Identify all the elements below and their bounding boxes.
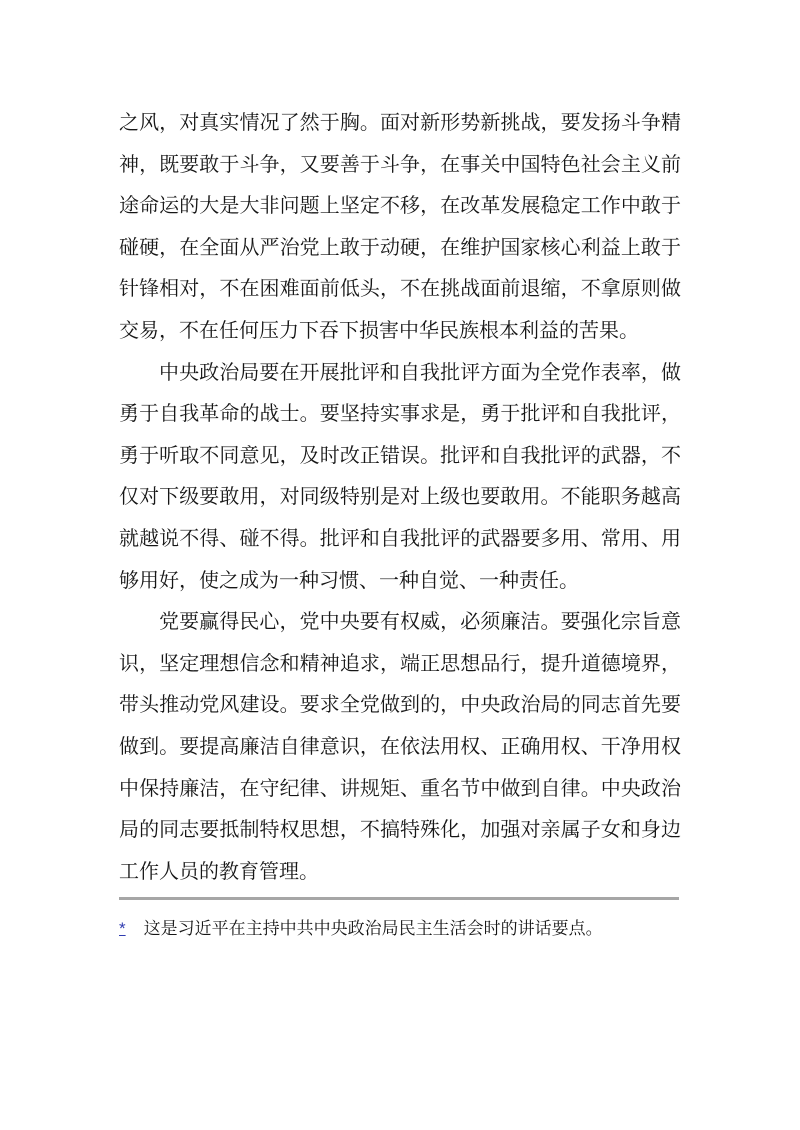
body-paragraph-2: 中央政治局要在开展批评和自我批评方面为全党作表率，做勇于自我革命的战士。要坚持实事求是，勇于批评和自我批评，勇于听取不同意见，及时改正错误。批评和自我批评的武器，不仅对下级要敢用，对同级特别是对上级也要敢用。不能职务越高就越说不得、碰不得。批评和自我批评的武器要多用、常用、用够用好，使之成为一种习惯、一种自觉、一种责任。 (119, 361, 681, 592)
document-body (119, 103, 681, 893)
body-paragraph-3: 党要赢得民心，党中央要有权威，必须廉洁。要强化宗旨意识，坚定理想信念和精神追求，端正思想品行，提升道德境界，带头推动党风建设。要求全党做到的，中央政治局的同志首先要做到。要提高廉洁自律意识，在依法用权、正确用权、干净用权中保持廉洁，在守纪律、讲规矩、重名节中做到自律。中央政治局的同志要抵制特权思想，不搞特殊化，加强对亲属子女和身边工作人员的教育管理。 (119, 611, 681, 883)
footnote-marker-link[interactable]: * (119, 919, 126, 938)
footnote-text: 这是习近平在主持中共中央政治局民主生活会时的讲话要点。 (143, 919, 603, 938)
footnote-separator-rule (119, 897, 679, 900)
footnote (119, 914, 681, 944)
body-paragraph-1: 之风，对真实情况了然于胸。面对新形势新挑战，要发扬斗争精神，既要敢于斗争，又要善于斗争，在事关中国特色社会主义前途命运的大是大非问题上坚定不移，在改革发展稳定工作中敢于碰硬，在全面从严治党上敢于动硬，在维护国家核心利益上敢于针锋相对，不在困难面前低头，不在挑战面前退缩，不拿原则做交易，不在任何压力下吞下损害中华民族根本利益的苦果。 (119, 112, 681, 342)
